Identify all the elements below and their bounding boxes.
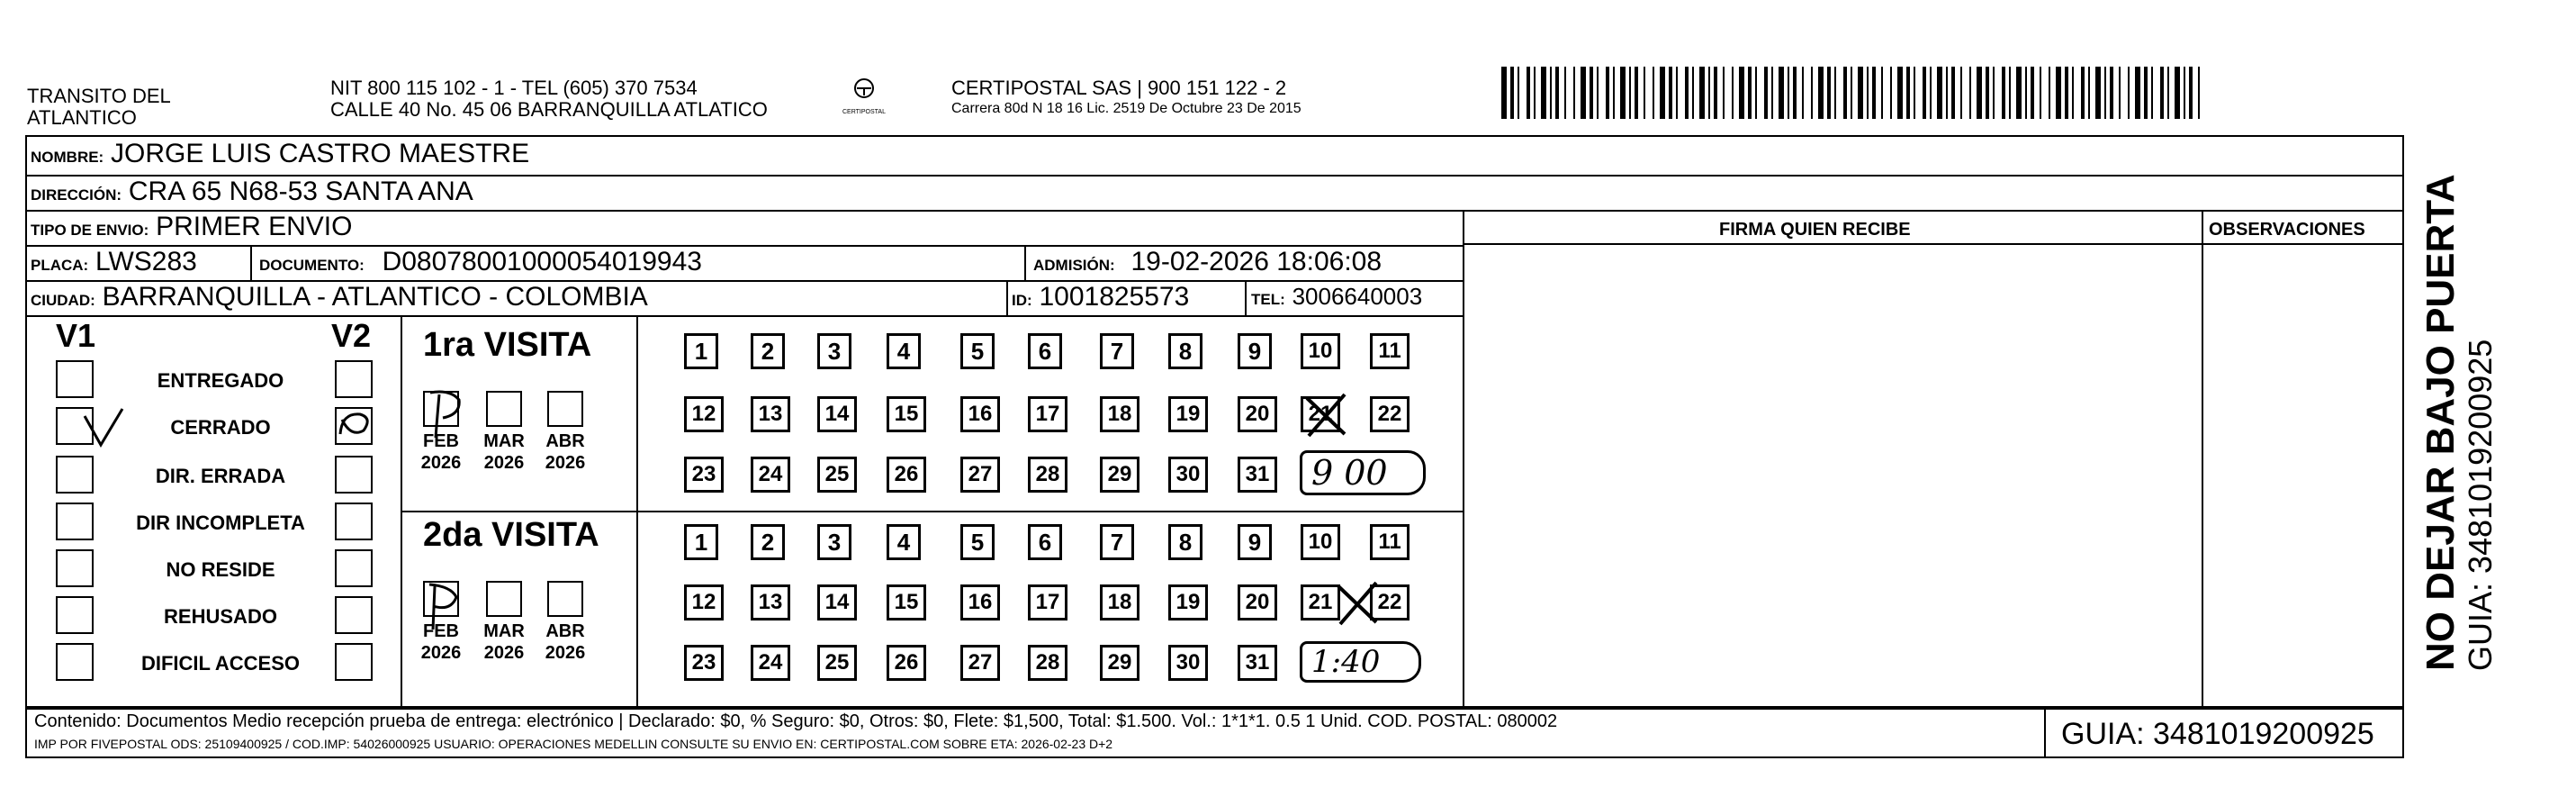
month-name: FEB [423,621,459,641]
first-visit-day-box[interactable]: 20 [1238,396,1277,432]
barcode-bar [1986,67,1989,119]
barcode-bar [1802,67,1804,119]
first-visit-day-box[interactable]: 10 [1301,333,1340,369]
second-visit-day-box[interactable]: 2 [751,524,785,560]
barcode-bar [2040,67,2041,119]
v1-status-checkbox[interactable] [56,456,94,494]
barcode-bar [2144,67,2148,119]
day-21-first-cross [1303,391,1348,439]
id-cell [1012,282,1189,312]
second-visit-day-box[interactable]: 19 [1168,584,1208,620]
courier-name: CERTIPOSTAL SAS | 900 151 122 - 2 [951,77,1287,99]
barcode-bar [1739,67,1744,119]
barcode-bar [1811,67,1813,119]
first-visit-day-box[interactable]: 28 [1028,457,1067,493]
first-visit-day-box[interactable]: 31 [1238,457,1277,493]
barcode-bar [2128,67,2130,119]
barcode-bar [1510,67,1514,119]
month-name: MAR [483,621,525,641]
logo-caption: CERTIPOSTAL [842,109,886,115]
second-visit-day-box[interactable]: 12 [684,584,724,620]
barcode-bar [1676,67,1678,119]
barcode-bar [1951,67,1955,119]
barcode-bar [2184,67,2185,119]
first-visit-day-box[interactable]: 13 [751,396,790,432]
barcode-bar [1660,67,1665,119]
month-name: MAR [483,431,525,451]
barcode-bar [1613,67,1615,119]
barcode-bar [1644,67,1645,119]
side-guia-text: GUIA: 3481019200925 [2462,339,2499,671]
first-visit-day-box[interactable]: 21 [1301,396,1340,432]
barcode-bar [2135,67,2140,119]
barcode-bar [1555,67,1559,119]
tel-cell [1251,282,1422,311]
v1-cerrado-mark [81,405,126,450]
barcode-bar [1960,67,1962,119]
nombre-row [31,139,529,169]
barcode-bar [1946,67,1948,119]
barcode-bar [1977,67,1982,119]
placa-value: LWS283 [95,247,197,276]
first-visit-month-label [477,430,531,474]
barcode-bar [1897,67,1903,119]
barcode-bar [1669,67,1672,119]
tipo-value: PRIMER ENVIO [156,212,353,241]
v1-status-checkbox[interactable] [56,549,94,587]
no-dejar-text: NO DEJAR BAJO PUERTA [2418,174,2463,671]
first-visit-day-box[interactable]: 26 [887,457,926,493]
first-visit-day-box[interactable]: 3 [817,333,851,369]
admision-label: ADMISIÓN: [1033,257,1115,274]
second-visit-month-label [477,620,531,664]
month-year: 2026 [420,453,462,473]
barcode-bar [1993,67,1995,119]
barcode-bar [1930,67,1932,119]
second-visit-day-box[interactable]: 11 [1370,524,1410,560]
barcode-bar [1914,67,1915,119]
day-22-second-cross [1335,579,1380,626]
barcode-bar [2198,67,2200,119]
issuer-name [27,86,171,129]
first-visit-day-box[interactable]: 7 [1100,333,1134,369]
first-visit-day-box[interactable]: 4 [887,333,921,369]
first-visit-day-box[interactable]: 25 [817,457,857,493]
second-visit-day-box[interactable]: 17 [1028,584,1067,620]
month-year: 2026 [420,643,462,663]
v2-status-checkbox[interactable] [335,596,373,634]
month-name: FEB [423,431,459,451]
barcode-bar [1732,67,1734,119]
second-visit-month-box[interactable] [547,581,583,617]
nit-line: NIT 800 115 102 - 1 - TEL (605) 370 7534 [330,77,698,99]
second-visit-time-box [1300,641,1421,683]
first-visit-title: 1ra VISITA [423,326,592,364]
v1-status-checkbox[interactable] [56,643,94,681]
first-visit-day-box[interactable]: 27 [960,457,1000,493]
second-visit-day-box[interactable]: 18 [1100,584,1139,620]
documento-label: DOCUMENTO: [259,257,365,274]
v2-status-checkbox[interactable] [335,503,373,540]
first-visit-day-box[interactable]: 24 [751,457,790,493]
barcode-bar [1788,67,1789,119]
barcode-bar [1834,67,1836,119]
barcode-bar [1653,67,1654,119]
first-visit-day-box[interactable]: 23 [684,457,724,493]
barcode-bar [1779,67,1784,119]
ciudad-value: BARRANQUILLA - ATLANTICO - COLOMBIA [102,282,648,312]
second-visit-day-box[interactable]: 23 [684,645,724,681]
barcode-bar [1581,67,1586,119]
second-visit-day-box[interactable]: 31 [1238,645,1277,681]
first-visit-day-box[interactable]: 30 [1168,457,1208,493]
second-visit-day-box[interactable]: 25 [817,645,857,681]
first-visit-day-box[interactable]: 19 [1168,396,1208,432]
month-year: 2026 [483,643,525,663]
issuer-details [330,77,768,121]
first-visit-time-box [1300,450,1426,495]
second-visit-time: 1:40 [1311,644,1381,680]
documento-cell [259,247,702,277]
barcode-bar [1771,67,1773,119]
admision-value: 19-02-2026 18:06:08 [1130,247,1383,276]
barcode-bar [2072,67,2074,119]
direccion-row [31,177,473,207]
barcode-bar [1723,67,1725,119]
barcode-bar [1606,67,1609,119]
first-visit-day-box[interactable]: 11 [1370,333,1410,369]
status-label: DIR. ERRADA [155,465,286,487]
month-year: 2026 [545,453,586,473]
barcode-bar [1923,67,1926,119]
barcode-bar [2151,67,2153,119]
footer-contenido: Contenido: Documentos Medio recepción prueba de entrega: electrónico | Declarado: $0, % Seguro: $0, Otros: $0, Flete: $1,500, Total: $1.500. Vol.: 1*1*1. 0.5 1 Unid. COD. POSTAL: 080002 [34,711,1558,731]
first-visit-day-box[interactable]: 29 [1100,457,1139,493]
second-visit-day-box[interactable]: 24 [751,645,790,681]
nombre-value: JORGE LUIS CASTRO MAESTRE [111,139,530,168]
barcode-bar [1881,67,1883,119]
barcode-bar [2104,67,2106,119]
direccion-label: DIRECCIÓN: [31,186,122,204]
v1-label: V1 [56,317,96,354]
barcode-bar [1550,67,1552,119]
barcode-bar [2160,67,2164,119]
first-visit-day-box[interactable]: 15 [887,396,926,432]
barcode-bar [1590,67,1593,119]
second-visit-day-box[interactable]: 14 [817,584,857,620]
barcode-bar [2016,67,2022,119]
barcode-bar [1534,67,1536,119]
first-visit-month-box[interactable] [547,391,583,427]
feb-second-mark [420,579,474,633]
barcode-bar [2088,67,2090,119]
v1-status-checkbox[interactable] [56,596,94,634]
barcode-bar [2056,67,2061,119]
ciudad-cell [31,282,648,312]
status-label: NO RESIDE [166,558,275,581]
barcode-bar [1708,67,1710,119]
v1-status-checkbox[interactable] [56,503,94,540]
month-name: ABR [545,621,585,641]
first-visit-day-box[interactable]: 2 [751,333,785,369]
second-visit-day-box[interactable]: 4 [887,524,921,560]
barcode-bar [1714,67,1717,119]
barcode-bar [1518,67,1519,119]
barcode-bar [1906,67,1910,119]
first-visit-day-box[interactable]: 5 [960,333,995,369]
barcode-bar [1501,67,1507,119]
month-name: ABR [545,431,585,451]
first-visit-month-label [538,430,592,474]
id-value: 1001825573 [1039,282,1190,312]
barcode-bar [1755,67,1757,119]
second-visit-title: 2da VISITA [423,516,599,554]
barcode-bar [1573,67,1575,119]
barcode-bar [1620,67,1626,119]
second-visit-month-label [538,620,592,664]
barcode-bar [1764,67,1768,119]
first-visit-day-box[interactable]: 17 [1028,396,1067,432]
barcode-bar [2175,67,2180,119]
barcode-bar [2119,67,2121,119]
barcode-bar [1872,67,1876,119]
status-label: CERRADO [170,416,271,439]
second-visit-day-box[interactable]: 30 [1168,645,1208,681]
barcode-bar [1818,67,1824,119]
barcode-bar [2009,67,2011,119]
month-year: 2026 [483,453,525,473]
first-visit-month-box[interactable] [486,391,522,427]
second-visit-month-box[interactable] [486,581,522,617]
firma-label: FIRMA QUIEN RECIBE [1719,220,1911,240]
first-visit-day-box[interactable]: 14 [817,396,857,432]
second-visit-day-box[interactable]: 13 [751,584,790,620]
certipostal-logo [837,76,891,115]
id-label: ID: [1012,292,1032,309]
barcode-bar [1843,67,1847,119]
side-text [2419,174,2499,671]
barcode-bar [1685,67,1689,119]
second-visit-day-box[interactable]: 10 [1301,524,1340,560]
barcode-bar [2081,67,2085,119]
tel-label: TEL: [1251,291,1285,308]
courier-license: Carrera 80d N 18 16 Lic. 2519 De Octubre 23 De 2015 [951,101,1302,116]
status-label: ENTREGADO [157,369,284,392]
barcode-bar [1635,67,1638,119]
v2-status-checkbox[interactable] [335,456,373,494]
direccion-value: CRA 65 N68-53 SANTA ANA [128,177,473,206]
second-visit-day-box[interactable]: 9 [1238,524,1272,560]
barcode-bar [1890,67,1892,119]
tipo-row [31,212,352,242]
second-visit-day-box[interactable]: 1 [684,524,718,560]
status-label: DIR INCOMPLETA [136,512,305,534]
second-visit-day-box[interactable]: 22 [1370,584,1410,620]
second-visit-day-box[interactable]: 8 [1168,524,1202,560]
second-visit-day-box[interactable]: 6 [1028,524,1062,560]
v2-label: V2 [331,317,372,354]
barcode-bar [2065,67,2068,119]
barcode-bar [2189,67,2193,119]
barcode-bar [2167,67,2169,119]
barcode-bar [2049,67,2050,119]
barcode-bar [1858,67,1863,119]
feb-first-mark [423,387,477,441]
barcode-bar [2002,67,2005,119]
v2-cerrado-mark [333,407,378,443]
first-visit-day-box[interactable]: 8 [1168,333,1202,369]
placa-label: PLACA: [31,257,89,274]
barcode-bar [1692,67,1694,119]
barcode-bar [1564,67,1566,119]
first-visit-day-box[interactable]: 1 [684,333,718,369]
first-visit-day-box[interactable]: 18 [1100,396,1139,432]
barcode-bar [1541,67,1546,119]
form-frame [25,135,2404,710]
barcode-bar [1597,67,1599,119]
barcode-bar [1851,67,1852,119]
barcode-bar [1867,67,1869,119]
barcode-bar [1969,67,1971,119]
address-line: CALLE 40 No. 45 06 BARRANQUILLA ATLATICO [330,98,768,121]
status-label: REHUSADO [164,605,277,628]
second-visit-day-box[interactable]: 20 [1238,584,1277,620]
v2-status-checkbox[interactable] [335,549,373,587]
barcode-bar [1793,67,1797,119]
second-visit-day-box[interactable]: 21 [1301,584,1340,620]
barcode-bar [1699,67,1705,119]
footer-guia: GUIA: 3481019200925 [2061,717,2374,751]
tipo-label: TIPO DE ENVIO: [31,222,149,239]
barcode-bar [1827,67,1831,119]
second-visit-day-box[interactable]: 7 [1100,524,1134,560]
barcode [1501,67,2205,121]
placa-cell [31,247,197,277]
first-visit-day-box[interactable]: 6 [1028,333,1062,369]
second-visit-day-box[interactable]: 27 [960,645,1000,681]
second-visit-day-box[interactable]: 3 [817,524,851,560]
admision-cell [1033,247,1382,277]
v2-status-checkbox[interactable] [335,643,373,681]
first-visit-day-box[interactable]: 9 [1238,333,1272,369]
second-visit-day-box[interactable]: 16 [960,584,1000,620]
barcode-bar [2025,67,2027,119]
first-visit-day-box[interactable]: 22 [1370,396,1410,432]
barcode-bar [1748,67,1752,119]
barcode-bar [1527,67,1530,119]
first-visit-time: 9 00 [1311,453,1388,493]
second-visit-day-box[interactable]: 15 [887,584,926,620]
issuer-line-1: TRANSITO DEL [27,85,171,107]
barcode-bar [2110,67,2113,119]
month-year: 2026 [545,643,586,663]
footer-imp: IMP POR FIVEPOSTAL ODS: 25109400925 / COD.IMP: 54026000925 USUARIO: OPERACIONES MEDELLIN CONSULTE SU ENVIO EN: CERTIPOSTAL.COM SOBRE ETA: 2026-02-23 D+2 [34,737,1113,751]
barcode-bar [1937,67,1942,119]
barcode-bar [2095,67,2101,119]
barcode-bar [2031,67,2034,119]
ciudad-label: CIUDAD: [31,292,95,309]
first-visit-day-box[interactable]: 12 [684,396,724,432]
tel-value: 3006640003 [1292,283,1423,310]
barcode-bar [1629,67,1631,119]
status-label: DIFICIL ACCESO [140,652,300,675]
issuer-line-2: ATLANTICO [27,106,137,129]
nombre-label: NOMBRE: [31,149,104,166]
observaciones-label: OBSERVACIONES [2209,220,2365,240]
second-visit-day-box[interactable]: 5 [960,524,995,560]
first-visit-day-box[interactable]: 16 [960,396,1000,432]
second-visit-day-box[interactable]: 29 [1100,645,1139,681]
v1-status-checkbox[interactable] [56,360,94,398]
second-visit-day-box[interactable]: 26 [887,645,926,681]
documento-value: D08078001000054019943 [382,247,702,276]
v2-status-checkbox[interactable] [335,360,373,398]
second-visit-day-box[interactable]: 28 [1028,645,1067,681]
